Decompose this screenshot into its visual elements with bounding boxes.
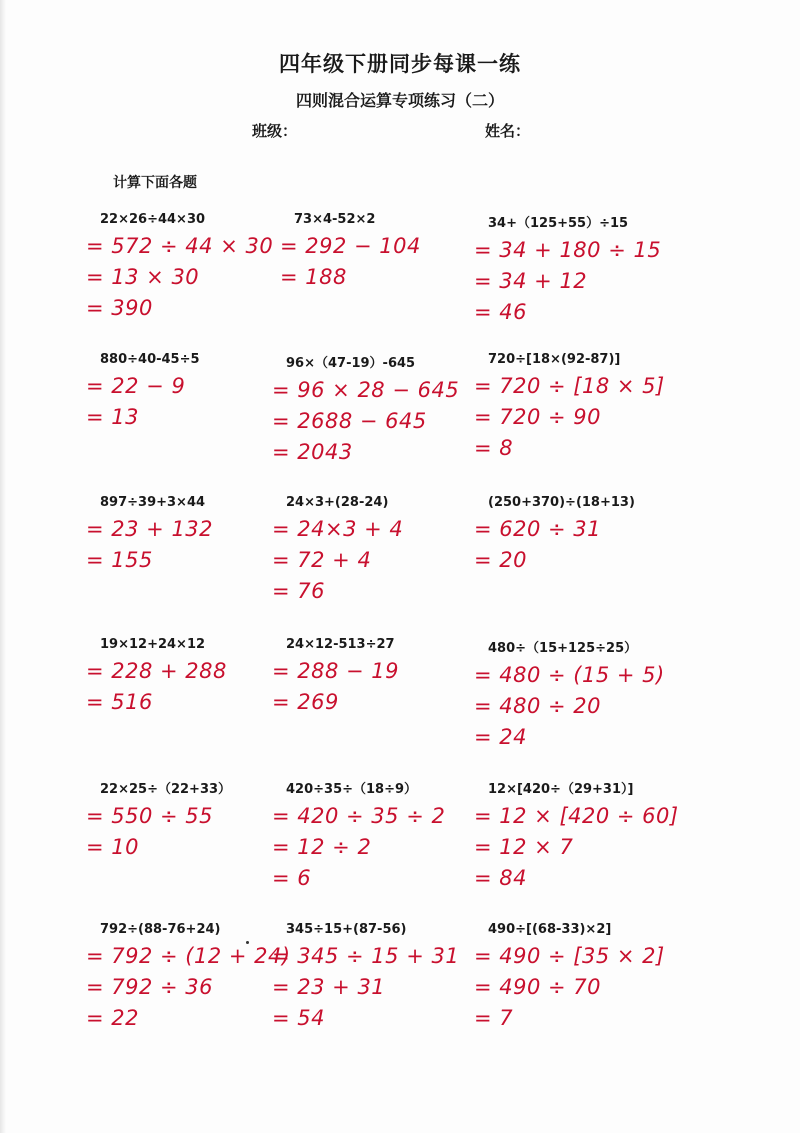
problem-question: 19×12+24×12 <box>100 637 206 652</box>
problem-9 <box>474 495 714 635</box>
problem-question: 12×[420÷（29+31）] <box>488 782 634 797</box>
problem-question: 22×26÷44×30 <box>100 212 206 227</box>
work-line: = 10 <box>86 835 139 859</box>
problem-question: 880÷40-45÷5 <box>100 352 200 367</box>
work-line: = 13 <box>86 405 139 429</box>
work-line: = 792 ÷ (12 + 24) <box>86 944 291 968</box>
problem-question: 96×（47-19）-645 <box>286 356 416 371</box>
work-line: = 720 ÷ [18 × 5] <box>474 374 665 398</box>
work-line: = 292 − 104 <box>280 234 421 258</box>
problem-question: 73×4-52×2 <box>294 212 376 227</box>
work-line: = 22 − 9 <box>86 374 186 398</box>
problem-12 <box>474 637 714 777</box>
work-line: = 288 − 19 <box>272 659 400 683</box>
work-line: = 12 × 7 <box>474 835 574 859</box>
work-line: = 720 ÷ 90 <box>474 405 602 429</box>
work-line: = 228 + 288 <box>86 659 227 683</box>
work-line: = 84 <box>474 866 527 890</box>
work-line: = 155 <box>86 548 153 572</box>
problem-question: 720÷[18×(92-87)] <box>488 352 621 367</box>
work-line: = 480 ÷ 20 <box>474 694 602 718</box>
work-line: = 12 × [420 ÷ 60] <box>474 804 679 828</box>
ink-dot <box>246 941 249 944</box>
problem-question: 34+（125+55）÷15 <box>488 216 629 231</box>
work-line: = 8 <box>474 436 514 460</box>
worksheet-title: 四年级下册同步每课一练 <box>279 51 521 76</box>
problem-question: 480÷（15+125÷25） <box>488 641 638 656</box>
work-line: = 24×3 + 4 <box>272 517 404 541</box>
problem-question: 897÷39+3×44 <box>100 495 206 510</box>
instructions: 计算下面各题 <box>113 175 197 191</box>
problem-question: 24×12-513÷27 <box>286 637 395 652</box>
work-line: = 46 <box>474 300 527 324</box>
work-line: = 23 + 132 <box>86 517 214 541</box>
name-label: 姓名： <box>485 122 531 140</box>
work-line: = 480 ÷ (15 + 5) <box>474 663 665 687</box>
work-line: = 96 × 28 − 645 <box>272 378 460 402</box>
work-line: = 269 <box>272 690 339 714</box>
work-line: = 72 + 4 <box>272 548 372 572</box>
work-line: = 13 × 30 <box>86 265 200 289</box>
problem-question: 420÷35÷（18÷9） <box>286 782 418 797</box>
work-line: = 6 <box>272 866 312 890</box>
work-line: = 188 <box>280 265 347 289</box>
work-line: = 2043 <box>272 440 353 464</box>
problem-15 <box>474 778 714 918</box>
work-line: = 24 <box>474 725 527 749</box>
work-line: = 572 ÷ 44 × 30 <box>86 234 274 258</box>
work-line: = 20 <box>474 548 527 572</box>
work-line: = 620 ÷ 31 <box>474 517 602 541</box>
work-line: = 2688 − 645 <box>272 409 427 433</box>
problem-18 <box>474 922 714 1062</box>
work-line: = 420 ÷ 35 ÷ 2 <box>272 804 446 828</box>
work-line: = 34 + 12 <box>474 269 588 293</box>
work-line: = 550 ÷ 55 <box>86 804 214 828</box>
work-line: = 34 + 180 ÷ 15 <box>474 238 662 262</box>
problem-question: 490÷[(68-33)×2] <box>488 922 612 937</box>
work-line: = 490 ÷ [35 × 2] <box>474 944 665 968</box>
problem-question: (250+370)÷(18+13) <box>488 495 635 510</box>
work-line: = 12 ÷ 2 <box>272 835 372 859</box>
problem-question: 22×25÷（22+33） <box>100 782 232 797</box>
work-line: = 23 + 31 <box>272 975 386 999</box>
problem-6 <box>474 352 714 492</box>
work-line: = 22 <box>86 1006 139 1030</box>
work-line: = 7 <box>474 1006 514 1030</box>
class-label: 班级： <box>252 122 298 140</box>
work-line: = 76 <box>272 579 325 603</box>
scan-edge <box>0 0 6 1133</box>
problem-question: 345÷15+(87-56) <box>286 922 407 937</box>
work-line: = 390 <box>86 296 153 320</box>
work-line: = 54 <box>272 1006 325 1030</box>
problem-question: 792÷(88-76+24) <box>100 922 221 937</box>
work-line: = 792 ÷ 36 <box>86 975 214 999</box>
work-line: = 345 ÷ 15 + 31 <box>272 944 460 968</box>
problem-3 <box>474 212 714 352</box>
worksheet-subtitle: 四则混合运算专项练习（二） <box>295 91 504 110</box>
work-line: = 516 <box>86 690 153 714</box>
problem-question: 24×3+(28-24) <box>286 495 389 510</box>
work-line: = 490 ÷ 70 <box>474 975 602 999</box>
